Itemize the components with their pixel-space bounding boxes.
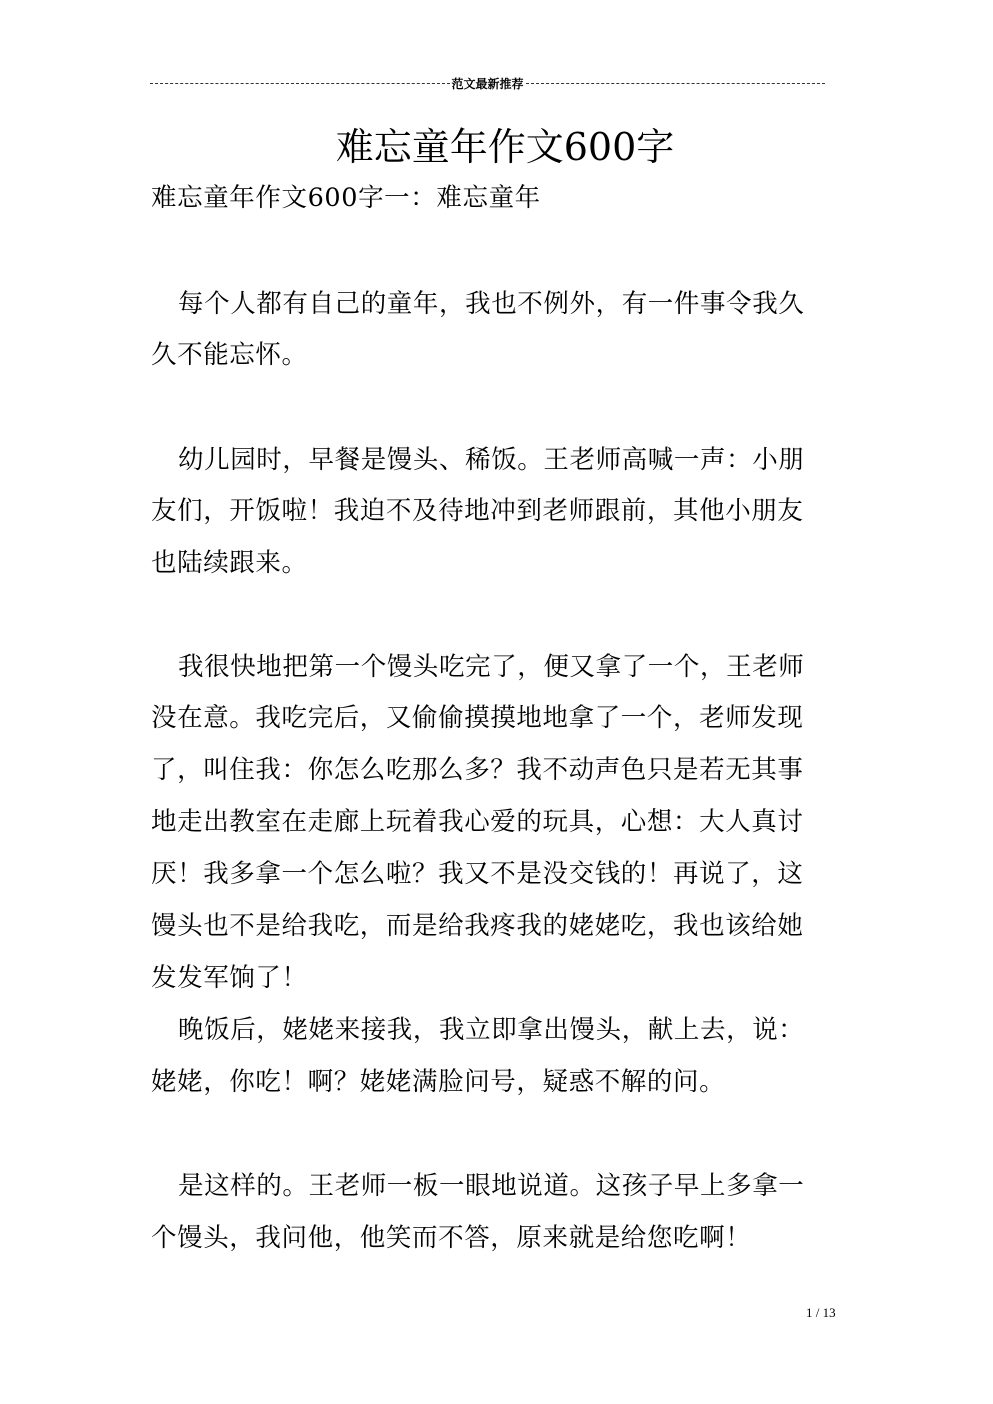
paragraph-line: 友们，开饭啦！我迫不及待地冲到老师跟前，其他小朋友 — [151, 496, 804, 526]
paragraph-line: 地走出教室在走廊上玩着我心爱的玩具，心想：大人真讨 — [151, 807, 804, 837]
paragraph-line: 厌！我多拿一个怎么啦？我又不是没交钱的！再说了，这 — [151, 859, 804, 889]
document-title: 难忘童年作文600字 — [335, 125, 675, 169]
page-number: 1 / 13 — [806, 1305, 836, 1320]
header-divider — [526, 83, 826, 84]
paragraph-line: 馒头也不是给我吃，而是给我疼我的姥姥吃，我也该给她 — [151, 911, 804, 941]
page-header — [150, 73, 825, 93]
paragraph-line: 晚饭后，姥姥来接我，我立即拿出馒头，献上去，说： — [178, 1015, 805, 1045]
paragraph-line: 我很快地把第一个馒头吃完了，便又拿了一个，王老师 — [178, 652, 805, 682]
paragraph-line: 姥姥，你吃！啊？姥姥满脸问号，疑惑不解的问。 — [151, 1067, 726, 1097]
paragraph-line: 个馒头，我问他，他笑而不答，原来就是给您吃啊！ — [151, 1223, 752, 1253]
paragraph-line: 是这样的。王老师一板一眼地说道。这孩子早上多拿一 — [178, 1171, 805, 1201]
subtitle: 难忘童年作文600字一：难忘童年 — [151, 183, 541, 213]
paragraph-line: 发发军饷了！ — [151, 963, 308, 993]
header-divider — [150, 83, 450, 84]
paragraph-line: 幼儿园时，早餐是馒头、稀饭。王老师高喊一声：小朋 — [178, 445, 805, 475]
paragraph-line: 没在意。我吃完后，又偷偷摸摸地地拿了一个，老师发现 — [151, 703, 804, 733]
paragraph-line: 也陆续跟来。 — [151, 548, 308, 578]
header-banner: 范文最新推荐 — [451, 76, 524, 91]
paragraph-line: 了，叫住我：你怎么吃那么多？我不动声色只是若无其事 — [151, 755, 804, 785]
paragraph-line: 久不能忘怀。 — [151, 340, 308, 370]
paragraph-line: 每个人都有自己的童年，我也不例外，有一件事令我久 — [178, 289, 805, 319]
